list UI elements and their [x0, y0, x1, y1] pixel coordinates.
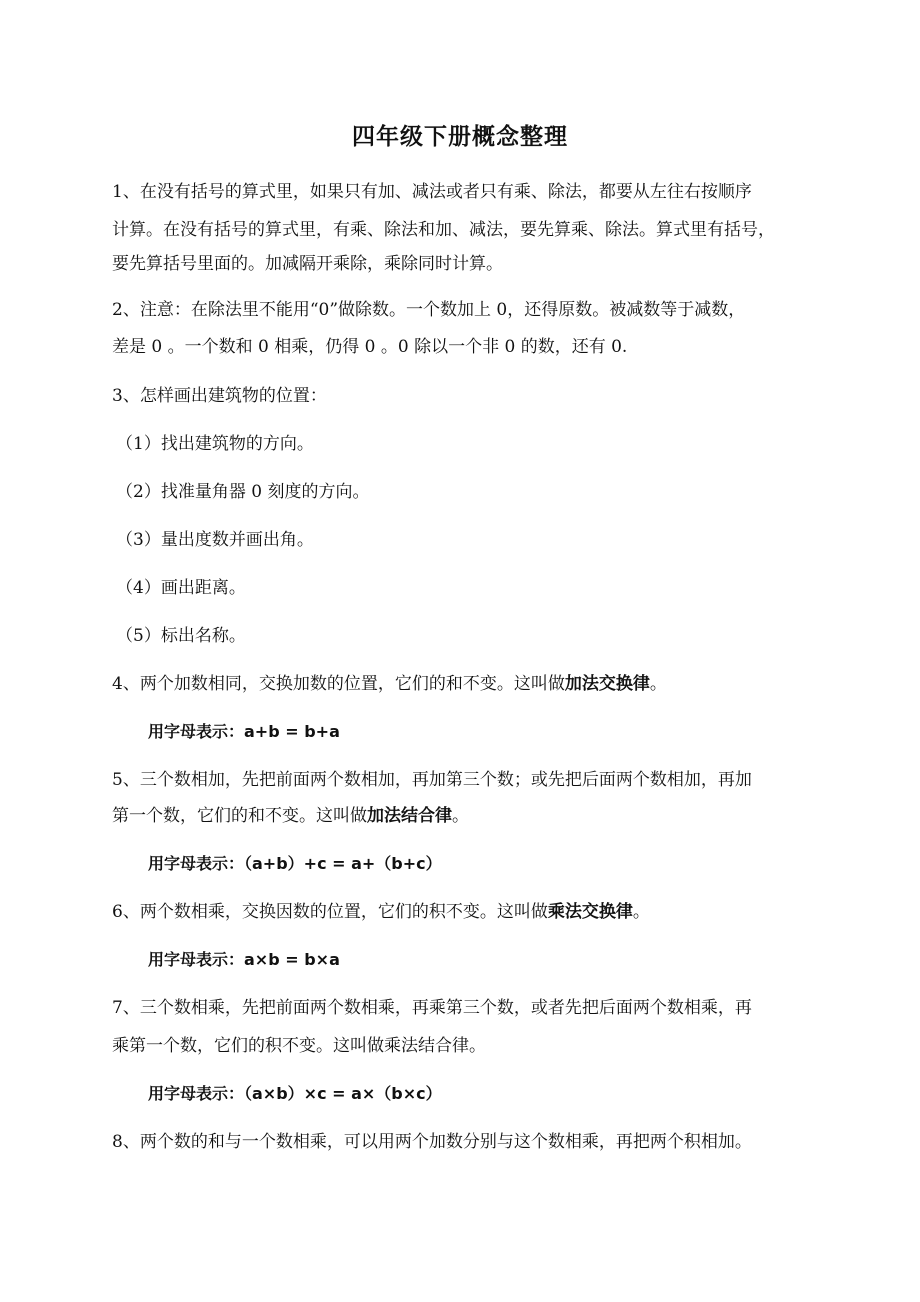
- item6-period: 。: [632, 902, 650, 922]
- item7-formula: 用字母表示：（a×b）×c = a×（b×c）: [148, 1084, 442, 1103]
- item2-line2: 差是 0 。一个数和 0 相乘，仍得 0 。0 除以一个非 0 的数，还有 0.: [112, 337, 628, 357]
- item8-line1: 8、两个数的和与一个数相乘，可以用两个加数分别与这个数相乘，再把两个积相加。: [112, 1132, 752, 1152]
- item2-line1: 2、注意：在除法里不能用“0”做除数。一个数加上 0，还得原数。被减数等于减数，: [112, 300, 746, 320]
- item3-step-3: （3）量出度数并画出角。: [116, 530, 314, 550]
- item6-formula: 用字母表示：a×b = b×a: [148, 950, 340, 969]
- item6-sentence: 6、两个数相乘，交换因数的位置，它们的积不变。这叫做: [112, 902, 548, 922]
- item1-line2: 计算。在没有括号的算式里，有乘、除法和加、减法，要先算乘、除法。算式里有括号，: [112, 220, 775, 240]
- item4-formula: 用字母表示：a+b = b+a: [148, 722, 340, 741]
- item3-step-4: （4）画出距离。: [116, 578, 246, 598]
- item5-law: 加法结合律: [367, 806, 452, 826]
- item1-line1: 1、在没有括号的算式里，如果只有加、减法或者只有乘、除法，都要从左往右按顺序: [112, 182, 752, 202]
- item5-period: 。: [452, 806, 469, 826]
- item1-line3: 要先算括号里面的。加减隔开乘除，乘除同时计算。: [112, 254, 503, 274]
- item4-text: [112, 672, 667, 696]
- item3-step-1: （1）找出建筑物的方向。: [116, 434, 314, 454]
- item4-law: 加法交换律: [564, 674, 650, 694]
- item7-line1: 7、三个数相乘，先把前面两个数相乘，再乘第三个数，或者先把后面两个数相乘，再: [112, 998, 752, 1018]
- item6-law: 乘法交换律: [547, 902, 633, 922]
- item3-step-2: （2）找准量角器 0 刻度的方向。: [116, 482, 370, 502]
- item5-line2: [112, 804, 469, 828]
- item7-line2: 乘第一个数，它们的积不变。这叫做乘法结合律。: [112, 1036, 486, 1056]
- item5-formula: 用字母表示：（a+b）+c = a+（b+c）: [148, 854, 442, 873]
- item3-step-5: （5）标出名称。: [116, 626, 246, 646]
- page-title: 四年级下册概念整理: [352, 124, 568, 150]
- item5-line1: 5、三个数相加，先把前面两个数相加，再加第三个数；或先把后面两个数相加，再加: [112, 770, 752, 790]
- item3-heading: 3、怎样画出建筑物的位置：: [112, 386, 327, 406]
- item4-sentence: 4、两个加数相同，交换加数的位置，它们的和不变。这叫做: [112, 674, 565, 694]
- item5-sentence: 第一个数，它们的和不变。这叫做: [112, 806, 367, 826]
- item4-period: 。: [649, 674, 667, 694]
- item6-text: [112, 900, 650, 924]
